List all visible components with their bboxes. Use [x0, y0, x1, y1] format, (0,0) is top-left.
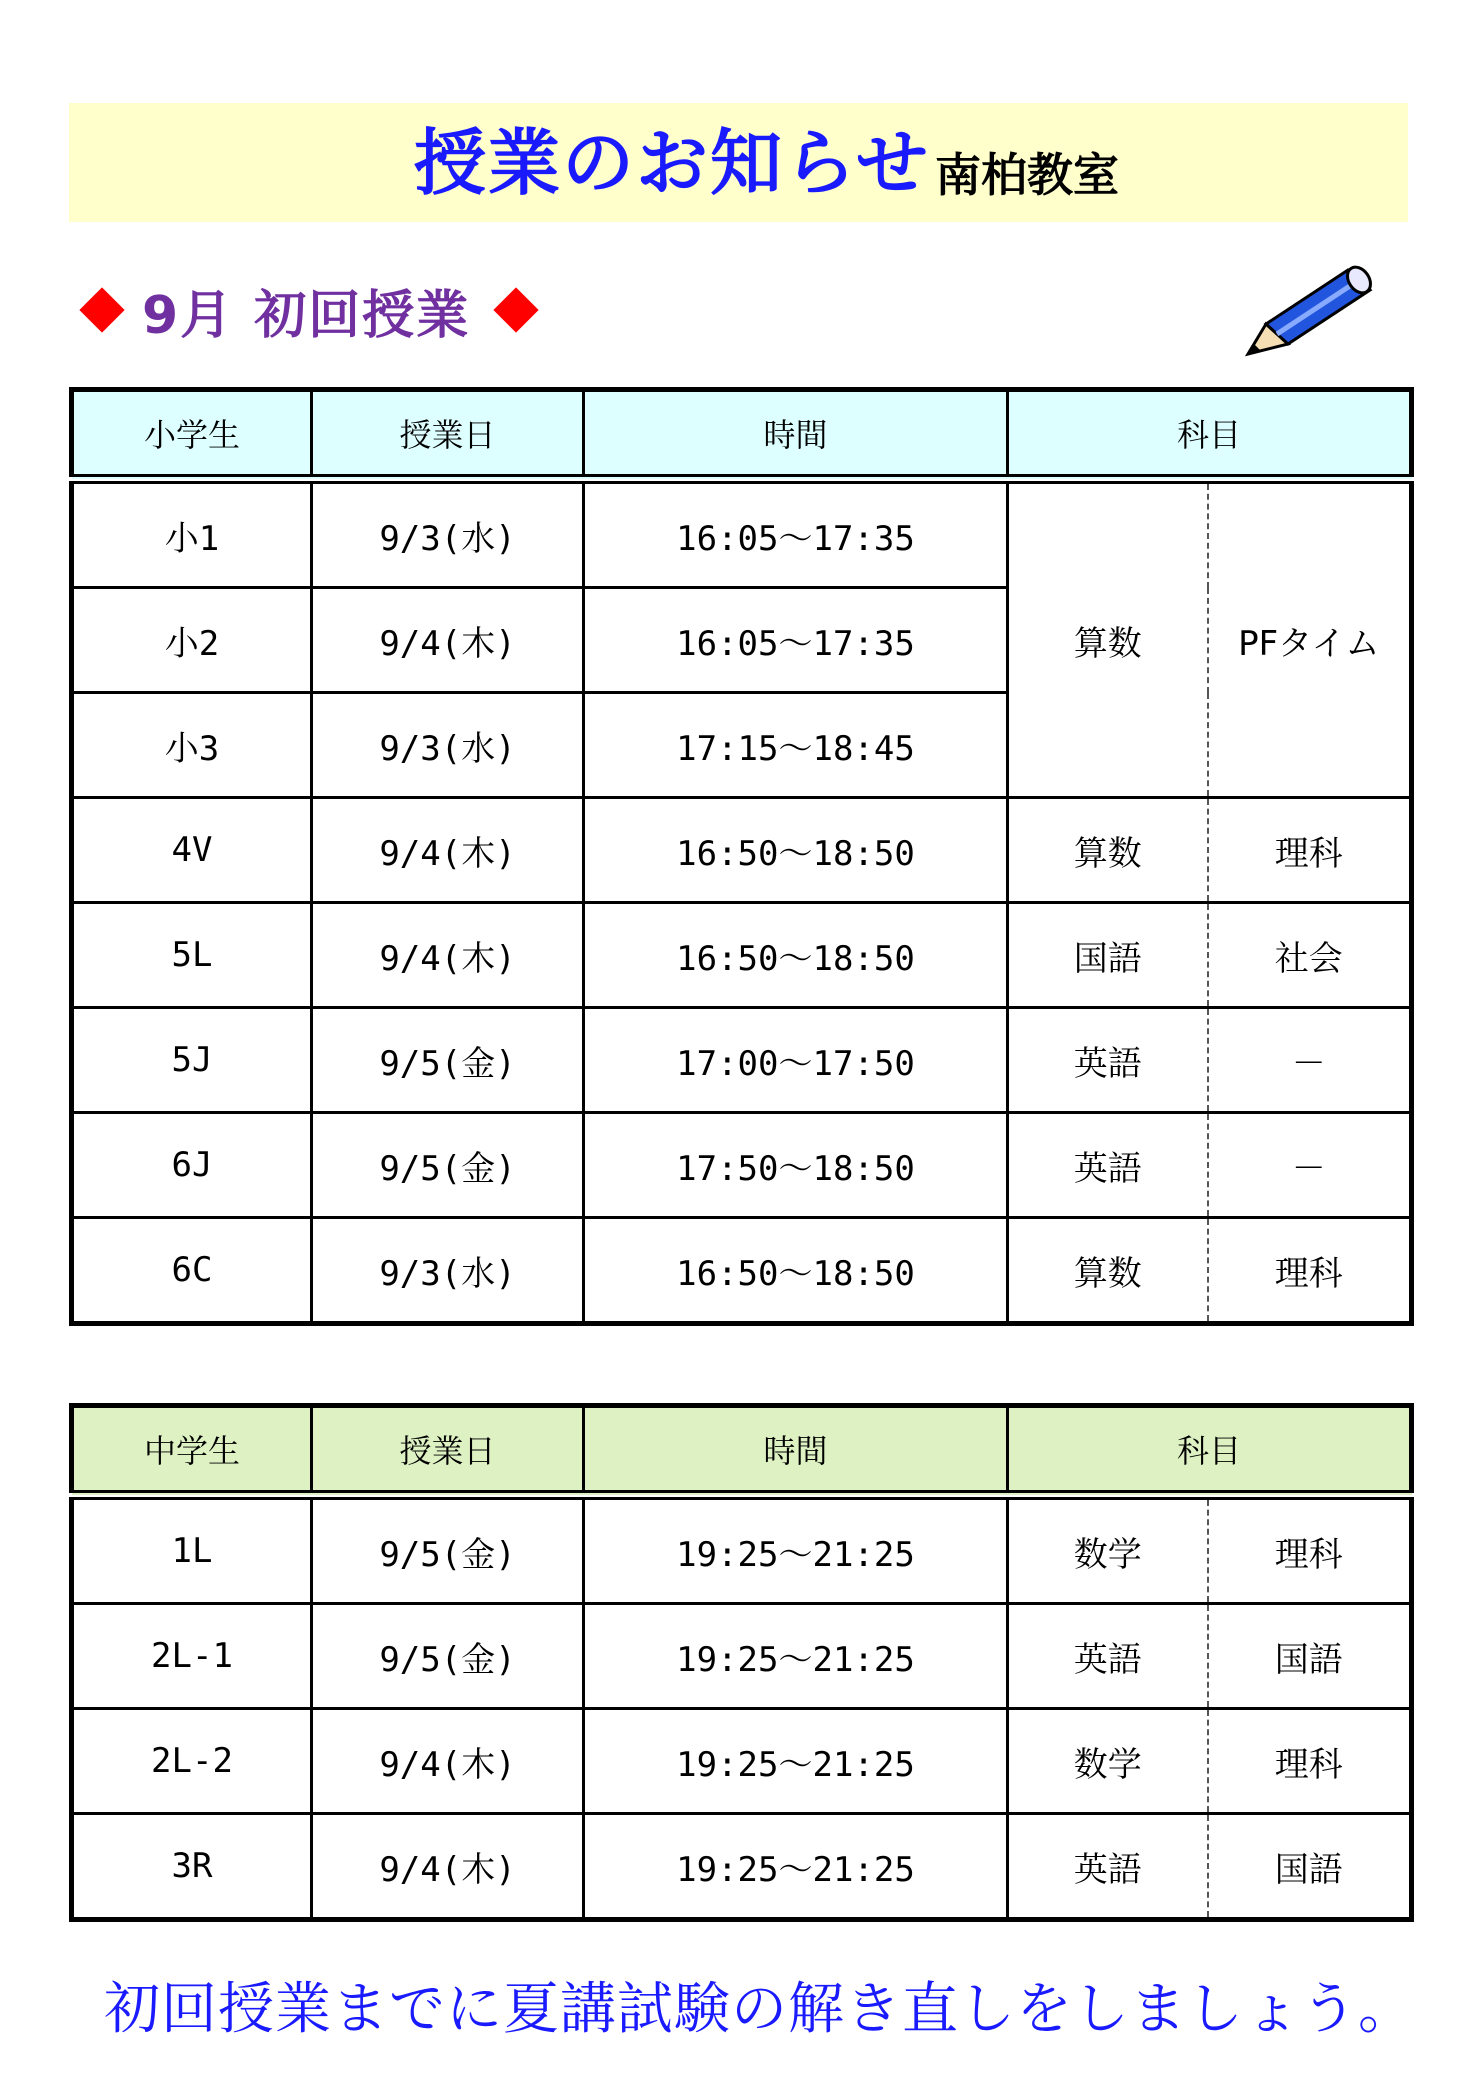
header-grade: 中学生 [72, 1406, 312, 1496]
date-cell: 9/5(金) [312, 1008, 584, 1113]
school-name: 南柏教室 [935, 148, 1119, 202]
subject-cell-2: － [1208, 1008, 1412, 1113]
subject-cell-1: 数学 [1008, 1495, 1208, 1604]
subject-cell-1: 算数 [1008, 798, 1208, 903]
subject-cell-2: 社会 [1208, 903, 1412, 1008]
footer-note: 初回授業までに夏講試験の解き直しをしましょう。 [104, 1977, 1415, 2042]
subject-cell-2: 国語 [1208, 1814, 1412, 1920]
subject-cell-2: 理科 [1208, 1495, 1412, 1604]
subject-cell-merged-1: 算数 [1008, 479, 1208, 798]
junior-high-schedule-table [69, 1403, 1414, 1922]
table-row [72, 1218, 1412, 1324]
date-cell: 9/4(木) [312, 903, 584, 1008]
time-cell: 19:25～21:25 [584, 1495, 1008, 1604]
date-cell: 9/5(金) [312, 1604, 584, 1709]
class-cell: 小2 [72, 588, 312, 693]
subject-cell-1: 英語 [1008, 1814, 1208, 1920]
section-heading-text: 9月 初回授業 [142, 285, 471, 346]
subject-cell-1: 英語 [1008, 1113, 1208, 1218]
table-row [72, 479, 1412, 588]
subject-cell-merged-2: PFタイム [1208, 479, 1412, 798]
diamond-icon [494, 287, 539, 332]
subject-cell-1: 英語 [1008, 1008, 1208, 1113]
date-cell: 9/5(金) [312, 1113, 584, 1218]
class-cell: 小1 [72, 479, 312, 588]
date-cell: 9/4(木) [312, 588, 584, 693]
diamond-icon [79, 287, 124, 332]
time-cell: 16:05～17:35 [584, 479, 1008, 588]
table-row [72, 798, 1412, 903]
time-cell: 19:25～21:25 [584, 1604, 1008, 1709]
class-cell: 5J [72, 1008, 312, 1113]
time-cell: 16:05～17:35 [584, 588, 1008, 693]
page-title: 授業のお知らせ [414, 121, 930, 205]
header-date: 授業日 [312, 390, 584, 480]
time-cell: 17:50～18:50 [584, 1113, 1008, 1218]
time-cell: 16:50～18:50 [584, 1218, 1008, 1324]
class-cell: 2L-2 [72, 1709, 312, 1814]
table-row [72, 1495, 1412, 1604]
table-row [72, 1709, 1412, 1814]
subject-cell-2: 理科 [1208, 1709, 1412, 1814]
elementary-schedule-table [69, 387, 1414, 1326]
section-heading [76, 270, 556, 350]
date-cell: 9/4(木) [312, 798, 584, 903]
header-time: 時間 [584, 1406, 1008, 1496]
subject-cell-2: － [1208, 1113, 1412, 1218]
class-cell: 3R [72, 1814, 312, 1920]
date-cell: 9/4(木) [312, 1709, 584, 1814]
subject-cell-1: 算数 [1008, 1218, 1208, 1324]
table-row [72, 903, 1412, 1008]
date-cell: 9/3(水) [312, 693, 584, 798]
subject-cell-2: 国語 [1208, 1604, 1412, 1709]
class-cell: 1L [72, 1495, 312, 1604]
date-cell: 9/3(水) [312, 479, 584, 588]
date-cell: 9/4(木) [312, 1814, 584, 1920]
header-time: 時間 [584, 390, 1008, 480]
date-cell: 9/5(金) [312, 1495, 584, 1604]
subject-cell-1: 国語 [1008, 903, 1208, 1008]
table-row [72, 1814, 1412, 1920]
date-cell: 9/3(水) [312, 1218, 584, 1324]
pencil-icon [1238, 262, 1378, 362]
class-cell: 5L [72, 903, 312, 1008]
class-cell: 4V [72, 798, 312, 903]
time-cell: 19:25～21:25 [584, 1814, 1008, 1920]
header-grade: 小学生 [72, 390, 312, 480]
time-cell: 17:15～18:45 [584, 693, 1008, 798]
header-subject: 科目 [1008, 1406, 1412, 1496]
subject-cell-2: 理科 [1208, 1218, 1412, 1324]
table-row [72, 1604, 1412, 1709]
header-subject: 科目 [1008, 390, 1412, 480]
class-cell: 小3 [72, 693, 312, 798]
title-banner [69, 103, 1408, 222]
subject-cell-1: 英語 [1008, 1604, 1208, 1709]
subject-cell-2: 理科 [1208, 798, 1412, 903]
class-cell: 6C [72, 1218, 312, 1324]
time-cell: 19:25～21:25 [584, 1709, 1008, 1814]
header-date: 授業日 [312, 1406, 584, 1496]
class-cell: 6J [72, 1113, 312, 1218]
table-row [72, 1008, 1412, 1113]
time-cell: 17:00～17:50 [584, 1008, 1008, 1113]
table-row [72, 1113, 1412, 1218]
class-cell: 2L-1 [72, 1604, 312, 1709]
time-cell: 16:50～18:50 [584, 903, 1008, 1008]
time-cell: 16:50～18:50 [584, 798, 1008, 903]
subject-cell-1: 数学 [1008, 1709, 1208, 1814]
